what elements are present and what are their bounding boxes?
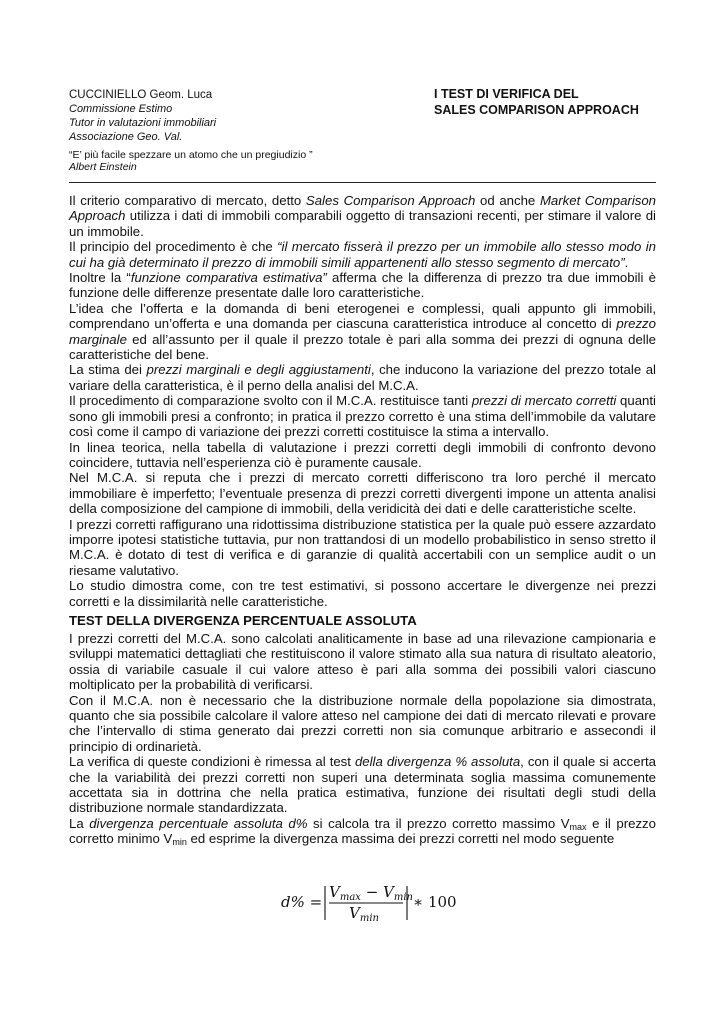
text-run: La	[69, 815, 90, 831]
paragraph: I prezzi corretti raffigurano una ridottissima distribuzione statistica per la quale può essere azzardato imporre ipotesi statistiche tuttavia, pur non trattandosi di un modello probabilistico in senso stretto il M.C.A. è dotato di test di verifica e di garanzie di qualità accertabili con un semplice audit o un riesame valutativo.	[69, 516, 656, 578]
text-run: utilizza i dati di immobili comparabili oggetto di transazioni recenti, per stimare il valore di un immobile.	[69, 208, 656, 239]
epigraph-author: Albert Einstein	[69, 161, 137, 173]
paragraph: Nel M.C.A. si reputa che i prezzi di mercato corretti differiscono tra loro perché il mercato immobiliare è imperfetto; l’eventuale presenza di prezzi corretti divergenti impone un attenta analisi della composizione del campione di immobili, della veridicità dei dati e delle caratteristiche scelte.	[69, 470, 656, 517]
header-divider	[69, 182, 656, 183]
text-run: funzione comparativa estimativa”	[130, 270, 327, 286]
text-run: ed esprime la divergenza massima dei prezzi corretti nel modo seguente	[186, 831, 615, 847]
author-role: Commissione Estimo	[69, 103, 173, 115]
author-association: Associazione Geo. Val.	[69, 131, 183, 143]
author-name: CUCCINIELLO Geom. Luca	[69, 89, 213, 101]
text-run: della divergenza % assoluta	[354, 754, 521, 770]
text-run: La verifica di queste condizioni è rimessa al test	[69, 754, 355, 770]
title-line: SALES COMPARISON APPROACH	[434, 103, 639, 117]
paragraph	[69, 362, 656, 393]
paragraph	[69, 193, 656, 239]
paragraph: I prezzi corretti del M.C.A. sono calcolati analiticamente in base ad una rilevazione campionaria e sviluppi matematici dettagliati che restituiscono il valore stimato alla sua natura di risultato aleatorio, ossia di variabile casuale il cui valore atteso è pari alla somma dei possibili valori ciascuno moltiplicato per la probabilità di verificarsi.	[69, 630, 656, 693]
text-run: Il procedimento di comparazione svolto con il M.C.A. restituisce tanti	[69, 393, 472, 409]
paragraph	[69, 393, 656, 439]
paragraph	[69, 816, 656, 847]
epigraph	[69, 149, 399, 173]
author-block	[69, 88, 399, 173]
text-run: afferma che la differenza di prezzo tra due immobili è funzione delle differenze presentate dalle loro caratteristiche.	[69, 270, 656, 301]
formula-numerator: $V_{max} - V_{min}$	[329, 883, 413, 903]
text-run: ed all’assunto per il quale il prezzo totale è pari alla somma dei prezzi di ognuna delle caratteristiche del bene.	[69, 331, 656, 363]
author-role: Tutor in valutazioni immobiliari	[69, 117, 217, 129]
text-run: La stima dei	[69, 362, 147, 378]
text-run: divergenza percentuale assoluta d%	[89, 815, 308, 831]
text-run: , con il quale si accerta che la variabilità dei prezzi corretti non superi una determinata soglia massima comunemente accettata sia in dottrina che nella pratica estimativa, funzione dei risultati degli studi della distribuzione normale standardizzata.	[69, 754, 656, 816]
formula-denominator: $V_{min}$	[349, 904, 379, 924]
text-run: L’idea che l’offerta e la domanda di beni eterogenei e complessi, quali appunto gli immobili, comprendano un’offerta e una domanda per ciascuna caratteristica introduce al concetto di	[69, 300, 656, 332]
text-run: prezzo marginale	[69, 316, 656, 347]
text-run: prezzi di mercato corretti	[471, 393, 617, 409]
subscript: min	[172, 837, 187, 848]
document-title	[434, 86, 684, 118]
text-run: , che inducono la variazione del prezzo totale al variare della caratteristica, è il perno della analisi del M.C.A.	[69, 362, 656, 393]
section-heading: TEST DELLA DIVERGENZA PERCENTUALE ASSOLUTA	[69, 612, 417, 628]
text-run: prezzi marginali e degli aggiustamenti	[146, 362, 371, 378]
formula-rhs: ∗ 100	[413, 893, 457, 911]
subscript: max	[569, 821, 587, 832]
text-run: quanti sono gli immobili presi a confronto; in pratica il prezzo corretto è una stima dell’immobile da valutare così come il campo di variazione dei prezzi corretti costituisce la stima a intervallo.	[69, 393, 656, 440]
text-run: od anche	[475, 193, 540, 208]
paragraph: Lo studio dimostra come, con tre test estimativi, si possono accertare le divergenze nei prezzi corretti e la dissimilarità nelle caratteristiche.	[69, 578, 656, 609]
paragraph	[69, 270, 656, 301]
paragraph	[69, 301, 656, 363]
text-run: si calcola tra il prezzo corretto massimo V	[307, 815, 570, 831]
text-run: “il mercato fisserà il prezzo per un immobile allo stesso modo in cui ha già determinato il prezzo di immobili simili appartenenti allo stesso segmento di mercato”	[69, 239, 656, 270]
document-body	[69, 193, 656, 847]
text-run: .	[624, 254, 629, 270]
divergence-formula	[281, 880, 521, 924]
text-run: Sales Comparison Approach	[305, 193, 476, 208]
paragraph: In linea teorica, nella tabella di valutazione i prezzi corretti degli immobili di confronto devono coincidere, tuttavia nell’esperienza ciò è puramente causale.	[69, 439, 656, 470]
formula-lhs: d% =	[281, 893, 323, 911]
paragraph	[69, 754, 656, 816]
text-run: Il principio del procedimento è che	[69, 239, 278, 255]
text-run: Market Comparison Approach	[69, 193, 657, 224]
epigraph-text: “E’ più facile spezzare un atomo che un pregiudizio ”	[69, 149, 313, 161]
text-run: Inoltre la “	[69, 270, 131, 286]
text-run: Il criterio comparativo di mercato, detto	[69, 193, 306, 208]
paragraph	[69, 239, 656, 270]
paragraph: Con il M.C.A. non è necessario che la distribuzione normale della popolazione sia dimostrata, quanto che sia possibile calcolare il valore atteso nel campione dei dati di mercato rilevati e provare che l’intervallo di stima generato dai prezzi corretti non sia comunque arbitrario e assecondi il principio di ordinarietà.	[69, 692, 656, 754]
title-line: I TEST DI VERIFICA DEL	[434, 87, 579, 101]
text-run: e il prezzo corretto minimo V	[69, 815, 656, 847]
